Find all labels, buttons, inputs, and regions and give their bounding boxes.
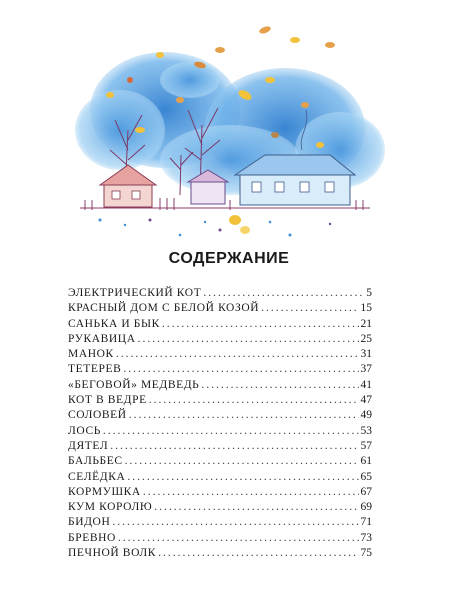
toc-entry-title: КРАСНЫЙ ДОМ С БЕЛОЙ КОЗОЙ xyxy=(68,302,260,315)
toc-entry[interactable] xyxy=(68,378,372,393)
dot-leader xyxy=(158,546,358,561)
toc-entry-page: 47 xyxy=(360,394,372,407)
toc-entry-page: 67 xyxy=(360,485,372,498)
toc-entry[interactable] xyxy=(68,332,372,347)
toc-entry-page: 73 xyxy=(360,531,372,544)
toc-entry-title: СЕЛЁДКА xyxy=(68,470,126,483)
toc-entry-page: 75 xyxy=(360,547,372,560)
toc-entry[interactable] xyxy=(68,515,372,530)
dot-leader xyxy=(201,378,358,393)
toc-entry[interactable] xyxy=(68,439,372,454)
toc-entry-title: БАЛЬБЕС xyxy=(68,455,123,468)
toc-entry-title: РУКАВИЦА xyxy=(68,332,136,345)
toc-entry-page: 57 xyxy=(360,439,372,452)
toc-entry-page: 65 xyxy=(360,470,372,483)
toc-entry-title: БРЕВНО xyxy=(68,531,116,544)
toc-entry[interactable] xyxy=(68,485,372,500)
toc-entry-page: 69 xyxy=(360,501,372,514)
dot-leader xyxy=(162,317,359,332)
ground-dots xyxy=(99,219,332,237)
dot-leader xyxy=(103,424,359,439)
toc-entry-page: 37 xyxy=(360,363,372,376)
dot-leader xyxy=(112,515,358,530)
toc-entry-title: БИДОН xyxy=(68,516,111,529)
dot-leader xyxy=(125,454,359,469)
toc-entry[interactable] xyxy=(68,408,372,423)
toc-entry-title: ДЯТЕЛ xyxy=(68,439,109,452)
toc-entry-page: 31 xyxy=(360,348,372,361)
dot-leader xyxy=(261,301,358,316)
toc-entry[interactable] xyxy=(68,362,372,377)
toc-entry[interactable] xyxy=(68,393,372,408)
dot-leader xyxy=(127,470,358,485)
toc-entry-page: 5 xyxy=(366,287,372,299)
toc-entry[interactable] xyxy=(68,454,372,469)
toc-entry-title: САНЬКА И БЫК xyxy=(68,317,160,330)
toc-entry-page: 71 xyxy=(360,516,372,529)
toc-entry-page: 53 xyxy=(360,424,372,437)
toc-entry-page: 15 xyxy=(360,302,372,315)
toc-entry[interactable] xyxy=(68,286,372,301)
toc-entry-page: 61 xyxy=(360,455,372,468)
toc-entry[interactable] xyxy=(68,546,372,561)
toc-entry[interactable] xyxy=(68,531,372,546)
toc-entry-title: ЛОСЬ xyxy=(68,424,101,437)
dot-leader xyxy=(110,439,358,454)
toc-entry[interactable] xyxy=(68,347,372,362)
dot-leader xyxy=(203,286,364,301)
toc-entry-title: МАНОК xyxy=(68,348,114,361)
toc-entry-title: «БЕГОВОЙ» МЕДВЕДЬ xyxy=(68,378,200,391)
dot-leader xyxy=(129,408,359,423)
toc-entry-title: КОТ В ВЕДРЕ xyxy=(68,394,147,407)
toc-entry[interactable] xyxy=(68,424,372,439)
toc-entry[interactable] xyxy=(68,301,372,316)
dot-leader xyxy=(138,332,359,347)
table-of-contents xyxy=(68,286,372,561)
toc-entry[interactable] xyxy=(68,470,372,485)
dot-leader xyxy=(116,347,359,362)
toc-entry-page: 25 xyxy=(360,332,372,345)
dot-leader xyxy=(118,531,359,546)
toc-entry[interactable] xyxy=(68,317,372,332)
toc-entry-title: ТЕТЕРЕВ xyxy=(68,363,122,376)
toc-entry-page: 21 xyxy=(360,317,372,330)
dot-leader xyxy=(143,485,359,500)
toc-entry-title: ПЕЧНОЙ ВОЛК xyxy=(68,547,157,560)
toc-entry-page: 49 xyxy=(360,409,372,422)
village-illustration xyxy=(70,10,390,250)
dot-leader xyxy=(154,500,358,515)
toc-entry-title: КУМ КОРОЛЮ xyxy=(68,501,153,514)
toc-entry-page: 41 xyxy=(360,378,372,391)
toc-entry-title: КОРМУШКА xyxy=(68,485,141,498)
toc-entry-title: ЭЛЕКТРИЧЕСКИЙ КОТ xyxy=(68,287,202,299)
toc-entry[interactable] xyxy=(68,500,372,515)
dot-leader xyxy=(149,393,359,408)
dot-leader xyxy=(123,362,358,377)
toc-entry-title: СОЛОВЕЙ xyxy=(68,409,127,422)
contents-heading: СОДЕРЖАНИЕ xyxy=(168,250,290,267)
